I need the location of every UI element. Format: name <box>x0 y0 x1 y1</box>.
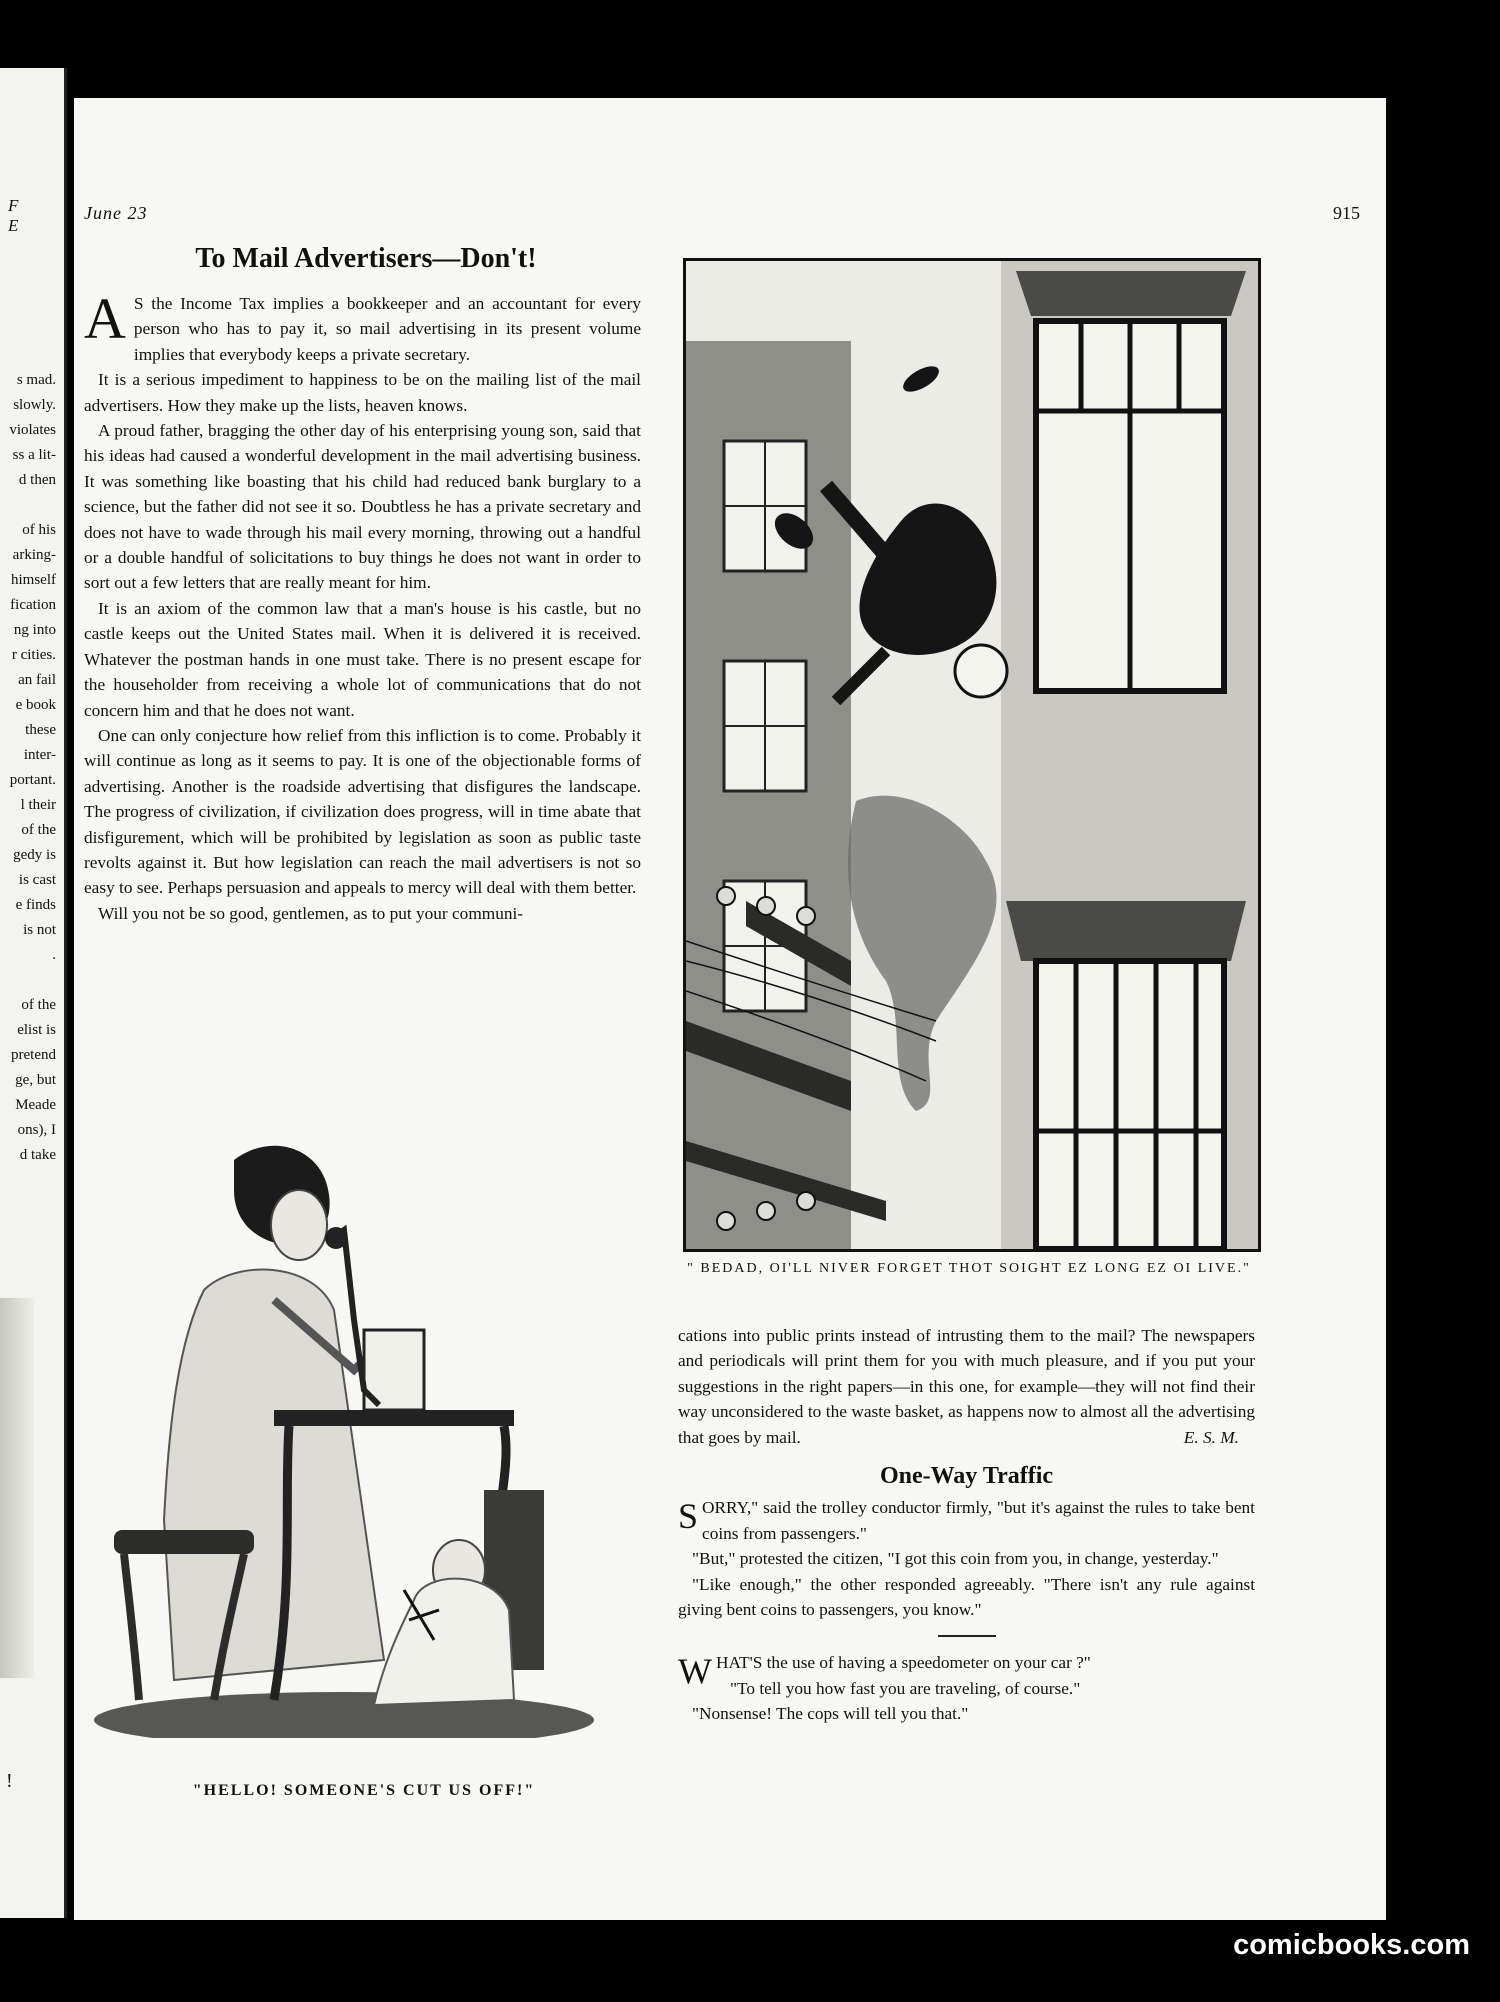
page-date: June 23 <box>84 203 148 223</box>
facing-text-fragment: arking- <box>12 547 56 563</box>
drop-cap: W <box>678 1651 712 1692</box>
facing-text-fragment: of his <box>22 522 56 538</box>
drop-cap: A <box>84 286 126 351</box>
facing-text-fragment: s mad. <box>16 372 56 388</box>
article-continuation: cations into public prints instead of intrusting them to the mail? The newspapers and periodicals will print them for you with much pleasure, and if you put your suggestions in the right papers—in this one, for example—they will not find their way unconsidered to the waste basket, as happens now to almost all the advertising that goes by mail. E. S. M. <box>678 1323 1255 1450</box>
article-paragraph: A S the Income Tax implies a bookkeeper and an accountant for every person who has to pay it, so mail advertising in its present volume implies that everybody keeps a private secretary. <box>84 286 641 364</box>
facing-illustration-edge <box>0 1298 34 1678</box>
article-paragraph: Will you not be so good, gentlemen, as to put your communi- <box>98 903 524 923</box>
facing-text-fragment: portant. <box>9 772 56 788</box>
article-paragraph: "Nonsense! The cops will tell you that." <box>692 1704 969 1724</box>
facing-page-edge <box>0 68 67 1918</box>
facing-text-fragment: ss a lit- <box>12 447 56 463</box>
illustration-caption: "HELLO! SOMEONE'S CUT US OFF!" <box>192 1782 536 1799</box>
illustration-caption: " BEDAD, OI'LL NIVER FORGET THOT SOIGHT EZ LONG EZ OI LIVE." <box>687 1261 1251 1276</box>
article-title: To Mail Advertisers—Don't! <box>195 243 537 274</box>
facing-text-fragment: is not <box>23 922 56 938</box>
facing-text-fragment: elist is <box>17 1022 56 1038</box>
article-body-column-2 <box>678 1323 1255 1727</box>
facing-mark: ! <box>6 1770 13 1792</box>
article-signature: E. S. M. <box>1183 1427 1239 1447</box>
facing-text-fragment: these <box>25 722 56 738</box>
article-paragraph: WHAT'S the use of having a speedometer on your car ?" <box>678 1651 1091 1692</box>
facing-text-fragment: inter- <box>23 747 56 763</box>
facing-text-fragment: Meade <box>15 1097 56 1113</box>
facing-text-fragment: an fail <box>18 672 56 688</box>
facing-text-fragment: himself <box>11 572 56 588</box>
facing-running-head: F E <box>8 196 33 235</box>
section-title: One-Way Traffic <box>879 1463 1054 1490</box>
facing-text-fragment: d then <box>18 472 56 488</box>
facing-text-fragment: pretend <box>11 1047 56 1063</box>
facing-text-fragment: ng into <box>13 622 56 638</box>
facing-text-fragment: ge, but <box>15 1072 56 1088</box>
facing-text-fragment: . <box>52 947 56 963</box>
facing-text-fragment: of the <box>21 997 56 1013</box>
article-paragraph: One can only conjecture how relief from this infliction is to come. Probably it will continue as long as it seems to pay. It is one of the objectionable forms of advertising. Another is the roadside advertising that disfigures the landscape. The progress of civilization, if civilization does progress, will in time abate that disfigurement, which will be prohibited by legislation as soon as public taste revolts against it. But how legislation can reach the mail advertisers is not so easy to see. Perhaps persuasion and appeals to mercy will deal with them better. <box>84 725 641 898</box>
article-body-column-1 <box>84 286 641 926</box>
facing-text-fragment: gedy is <box>13 847 56 863</box>
facing-text-fragment: of the <box>21 822 56 838</box>
article-paragraph: It is a serious impediment to happiness to be on the mailing list of the mail advertisers. How they make up the lists, heaven knows. <box>84 370 641 415</box>
magazine-page <box>74 98 1386 1920</box>
facing-text-fragment: d take <box>19 1147 56 1163</box>
facing-text-fragment: r cities. <box>11 647 56 663</box>
facing-text-fragment: e finds <box>15 897 56 913</box>
article-paragraph: "To tell you how fast you are traveling, of course." <box>729 1678 1081 1698</box>
facing-text-fragment: fication <box>10 597 56 613</box>
facing-text-fragment: l their <box>20 797 56 813</box>
facing-text-fragment: e book <box>15 697 56 713</box>
article-paragraph: A proud father, bragging the other day of his enterprising young son, said that his ideas had caused a wonderful development in the mail advertising business. It was something like boasting that his child had reduced bank burglary to a science, but the father did not see it so. Doubtless he has a private secretary and does not have to wade through his mail every morning, throwing out a handful or a double handful of solicitations to buy things he does not want in order to sort out a few letters that are really meant for him. <box>84 421 641 593</box>
article-paragraph: "But," protested the citizen, "I got this coin from you, in change, yesterday." <box>692 1549 1219 1569</box>
facing-text-fragment: violates <box>9 422 56 438</box>
article-paragraph: SORRY," said the trolley conductor firmly, "but it's against the rules to take bent coins from passengers." <box>678 1496 1255 1543</box>
falling-man-illustration <box>683 258 1261 1252</box>
facing-text-fragment: slowly. <box>13 397 56 413</box>
facing-text-fragment: ons), I <box>17 1122 56 1138</box>
facing-text-fragment: is cast <box>18 872 56 888</box>
article-paragraph: It is an axiom of the common law that a man's house is his castle, but no castle keeps out the United States mail. When it is delivered it is received. Whatever the postman hands in one must take. There is no present escape for the householder from receiving a whole lot of communications that do not concern him and that he does not want. <box>84 598 641 720</box>
section-divider <box>938 1635 996 1637</box>
drop-cap: S <box>678 1496 699 1537</box>
article-paragraph: "Like enough," the other responded agreeably. "There isn't any rule against giving bent coins to passengers, you know." <box>678 1574 1255 1620</box>
telephone-woman-illustration <box>84 1120 644 1738</box>
site-watermark: comicbooks.com <box>1233 1929 1470 1961</box>
page-number: 915 <box>1333 203 1360 223</box>
